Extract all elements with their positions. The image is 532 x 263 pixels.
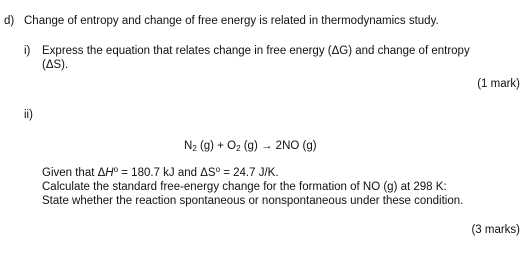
part-i-line-2: (ΔS). <box>42 59 69 71</box>
reaction-equation <box>184 139 317 153</box>
given-line <box>42 166 279 180</box>
eq-o-subscript: 2 <box>236 144 241 153</box>
part-i-label: i) <box>24 45 31 57</box>
calculate-line: Calculate the standard free-energy change for the formation of NO (g) at 298 K: <box>42 181 447 193</box>
question-stem: Change of entropy and change of free energy is related in thermodynamics study. <box>24 15 439 27</box>
given-prefix: Given that Δ <box>42 167 106 179</box>
part-ii-label: ii) <box>24 109 33 121</box>
part-i-marks: (1 mark) <box>477 78 520 90</box>
given-degree-2: o <box>215 165 221 174</box>
given-mid: = 180.7 kJ and ΔS <box>118 167 216 179</box>
state-line: State whether the reaction spontaneous or nonspontaneous under these condition. <box>42 195 464 207</box>
eq-rest: (g) → 2NO (g) <box>240 140 317 152</box>
given-suffix: = 24.7 J/K. <box>220 167 279 179</box>
eq-n: N <box>184 140 193 152</box>
question-label: d) <box>4 15 15 27</box>
eq-g1: (g) + O <box>196 140 237 152</box>
given-degree-1: o <box>113 165 119 174</box>
part-i-line-1: Express the equation that relates change in free energy (ΔG) and change of entropy <box>42 45 470 57</box>
part-ii-marks: (3 marks) <box>471 224 520 236</box>
given-h: H <box>105 167 114 179</box>
eq-n-subscript: 2 <box>192 144 197 153</box>
